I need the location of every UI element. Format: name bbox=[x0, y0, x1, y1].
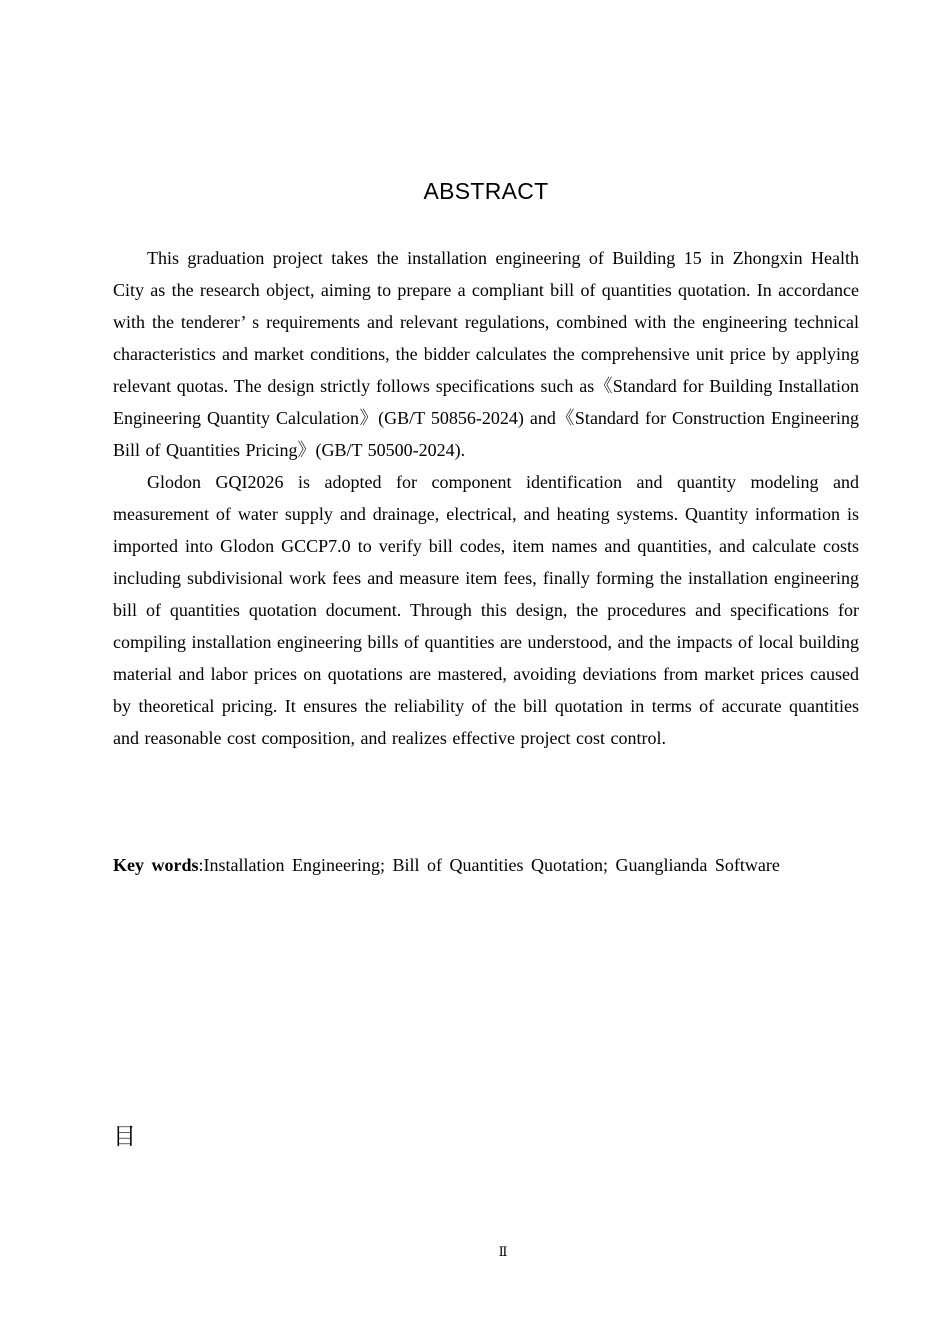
abstract-paragraph-1: This graduation project takes the installation engineering of Building 15 in Zhongxin Health City as the research object, aiming to prepare a compliant bill of quantities quotation. In accordance with the tenderer’ s requirements and relevant regulations, combined with the engineering technical characteristics and market conditions, the bidder calculates the comprehensive unit price by applying relevant quotas. The design strictly follows specifications such as《Standard for Building Installation Engineering Quantity Calculation》(GB/T 50856-2024) and《Standard for Construction Engineering Bill of Quantities Pricing》(GB/T 50500-2024). bbox=[113, 248, 859, 460]
toc-heading-fragment: 目 bbox=[113, 1124, 136, 1150]
abstract-body bbox=[113, 242, 859, 754]
page-number: Ⅱ bbox=[498, 1244, 508, 1259]
abstract-title: ABSTRACT bbox=[423, 178, 549, 204]
abstract-paragraph-2: Glodon GQI2026 is adopted for component identification and quantity modeling and measurement of water supply and drainage, electrical, and heating systems. Quantity information is imported into Glodon GCCP7.0 to verify bill codes, item names and quantities, and calculate costs including subdivisional work fees and measure item fees, finally forming the installation engineering bill of quantities quotation document. Through this design, the procedures and specifications for compiling installation engineering bills of quantities are understood, and the impacts of local building material and labor prices on quotations are mastered, avoiding deviations from market prices caused by theoretical pricing. It ensures the reliability of the bill quotation in terms of accurate quantities and reasonable cost composition, and realizes effective project cost control. bbox=[113, 472, 859, 748]
keywords-separator: : bbox=[198, 855, 204, 875]
keywords-label: Key words bbox=[113, 855, 199, 875]
keywords-line bbox=[113, 849, 873, 881]
keywords-text: Installation Engineering; Bill of Quantities Quotation; Guanglianda Software bbox=[203, 855, 780, 875]
